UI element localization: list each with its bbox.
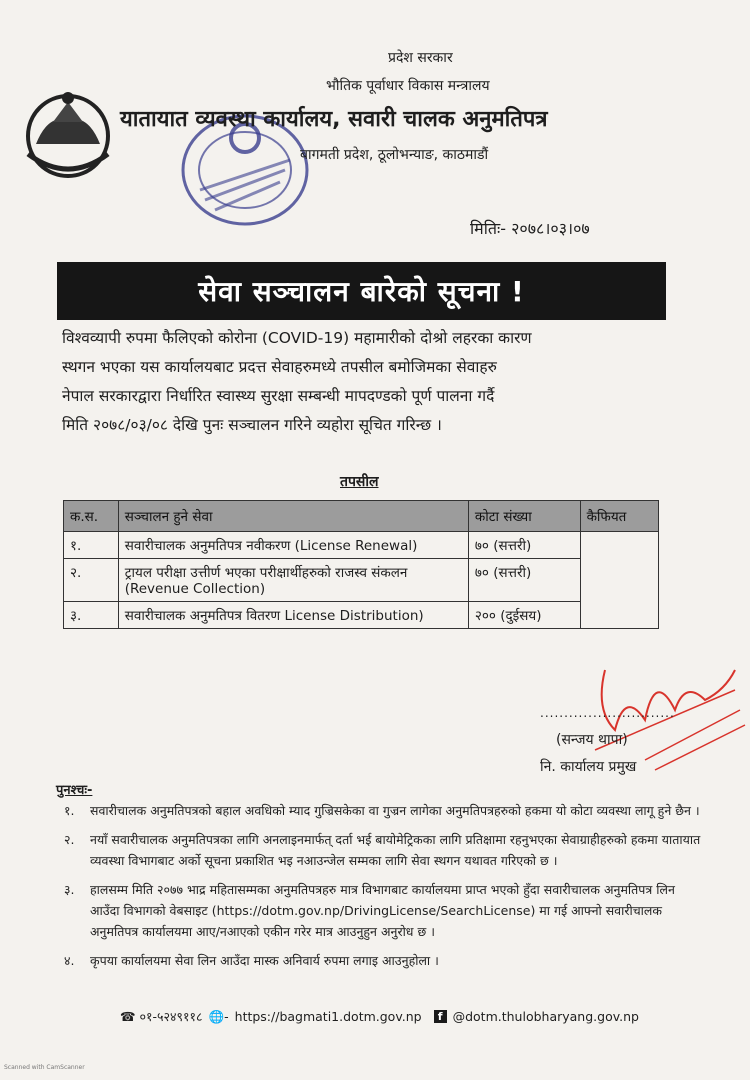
header-remarks: कैफियत <box>580 501 658 532</box>
cell-quota: ७० (सत्तरी) <box>468 532 580 559</box>
scanner-watermark: Scanned with CamScanner <box>4 1064 85 1071</box>
table-header-row <box>64 501 659 532</box>
list-item <box>64 829 704 871</box>
service-table <box>63 500 659 629</box>
note-number: ४. <box>64 953 75 968</box>
tapsil-heading: तपसील <box>340 474 379 490</box>
note-text: नयाँ सवारीचालक अनुमतिपत्रका लागि अनलाइनमार्फत् दर्ता भई बायोमेट्रिकका लागि प्रतिक्षामा रहनुभएका सेवाग्राहीहरुको हकमा यातायात व्यवस्था विभागबाट अर्को सूचना प्रकाशित भइ नआउन्जेल सम्मका लागि सेवा स्थगन यथावत गरिएको छ । <box>90 832 701 868</box>
table-row <box>64 559 659 602</box>
cell-sn: १. <box>64 532 119 559</box>
note-number: २. <box>64 832 75 847</box>
cell-sn: ३. <box>64 602 119 629</box>
signature-line: ............................ <box>540 706 675 720</box>
notice-date: मितिः- २०७८।०३।०७ <box>470 219 590 238</box>
list-item <box>64 950 704 971</box>
postscript-heading: पुनश्चः- <box>56 783 93 798</box>
ministry-name: भौतिक पूर्वाधार विकास मन्त्रालय <box>326 78 490 94</box>
contact-footer <box>120 1008 639 1025</box>
cell-remarks <box>580 532 658 629</box>
note-text: सवारीचालक अनुमतिपत्रको बहाल अवधिको म्याद गुज्रिसकेका वा गुज्रन लागेका अनुमतिपत्रहरुको हकमा यो कोटा व्यवस्था लागू हुने छैन । <box>90 803 700 818</box>
note-number: १. <box>64 803 75 818</box>
phone-number: ☎ ०१-५२४९११८ <box>120 1009 203 1024</box>
website-link[interactable]: https://bagmati1.dotm.gov.np <box>234 1009 422 1024</box>
note-text: कृपया कार्यालयमा सेवा लिन आउँदा मास्क अनिवार्य रुपमा लगाइ आउनुहोला । <box>90 953 439 968</box>
notice-title-banner: सेवा सञ्चालन बारेको सूचना ! <box>57 262 666 320</box>
body-line: नेपाल सरकारद्वारा निर्धारित स्वास्थ्य सुरक्षा सम्बन्धी मापदण्डको पूर्ण पालना गर्दै <box>62 387 495 405</box>
header-quota: कोटा संख्या <box>468 501 580 532</box>
office-address: बागमती प्रदेश, ठूलोभन्याङ, काठमाडौं <box>300 147 489 163</box>
office-name: यातायात व्यवस्था कार्यालय, सवारी चालक अनुमतिपत्र <box>120 107 548 132</box>
cell-service: ट्रायल परीक्षा उत्तीर्ण भएका परीक्षार्थीहरुको राजस्व संकलन (Revenue Collection) <box>118 559 468 602</box>
body-line: मिति २०७८/०३/०८ देखि पुनः सञ्चालन गरिने व्यहोरा सूचित गरिन्छ । <box>62 416 442 434</box>
body-line: विश्वव्यापी रुपमा फैलिएको कोरोना (COVID-19) महामारीको दोश्रो लहरका कारण <box>62 329 532 347</box>
facebook-icon: f <box>434 1010 447 1023</box>
notice-body <box>62 324 662 440</box>
signatory-title: नि. कार्यालय प्रमुख <box>540 759 637 775</box>
note-number: ३. <box>64 882 75 897</box>
cell-quota: २०० (दुईसय) <box>468 602 580 629</box>
header-sn: क.स. <box>64 501 119 532</box>
facebook-handle[interactable]: @dotm.thulobharyang.gov.np <box>452 1009 639 1024</box>
website-icon: 🌐- <box>208 1008 229 1024</box>
postscript-notes <box>64 800 704 979</box>
cell-sn: २. <box>64 559 119 602</box>
nepal-emblem-icon <box>18 84 118 179</box>
govt-name: प्रदेश सरकार <box>388 50 453 66</box>
cell-service: सवारीचालक अनुमतिपत्र वितरण License Distribution) <box>118 602 468 629</box>
body-line: स्थगन भएका यस कार्यालयबाट प्रदत्त सेवाहरुमध्ये तपसील बमोजिमका सेवाहरु <box>62 358 497 376</box>
list-item <box>64 879 704 942</box>
cell-service: सवारीचालक अनुमतिपत्र नवीकरण (License Renewal) <box>118 532 468 559</box>
list-item <box>64 800 704 821</box>
note-text: हालसम्म मिति २०७७ भाद्र महितासम्मका अनुमतिपत्रहरु मात्र विभागबाट कार्यालयमा प्राप्त भएको हुँदा सवारीचालक अनुमतिपत्र लिन आउँदा विभागको वेबसाइट (https://dotm.gov.np/DrivingLicense/SearchLicense) मा गई आफ्नो सवारीचालक अनुमतिपत्र कार्यालयमा आए/नआएको एकीन गरेर मात्र आउनुहुन अनुरोध छ । <box>90 882 675 939</box>
table-row <box>64 532 659 559</box>
cell-quota: ७० (सत्तरी) <box>468 559 580 602</box>
header-service: सञ्चालन हुने सेवा <box>118 501 468 532</box>
table-row <box>64 602 659 629</box>
signatory-name: (सन्जय थापा) <box>556 732 628 748</box>
